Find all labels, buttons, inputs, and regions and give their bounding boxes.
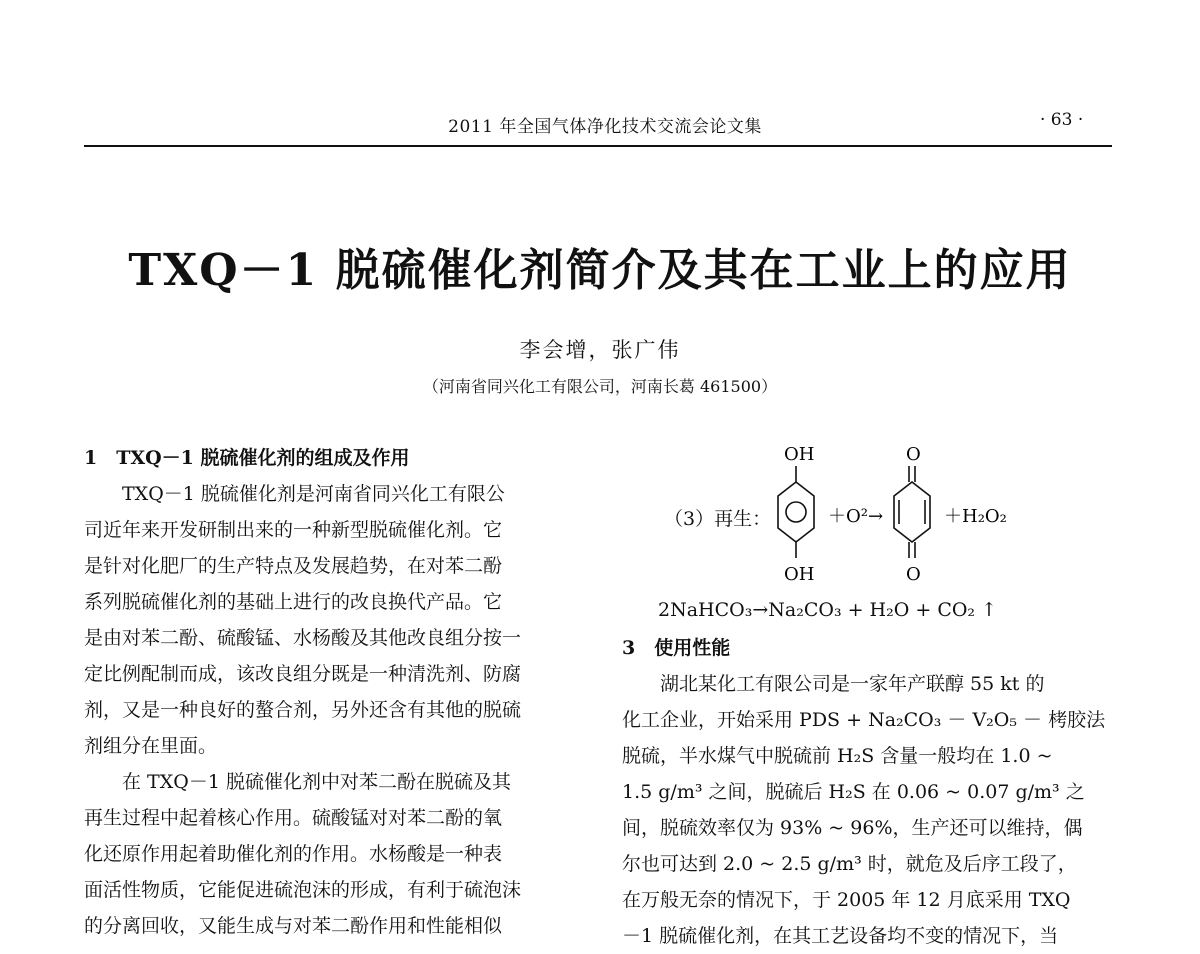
text-line: 间，脱硫效率仅为 93% ~ 96%，生产还可以维持，偶 xyxy=(622,817,1083,839)
plus-oxygen-arrow: ＋O²→ xyxy=(828,506,884,527)
page-number: · 63 · xyxy=(1040,110,1084,130)
text-line: 是针对化肥厂的生产特点及发展趋势，在对苯二酚 xyxy=(84,555,503,577)
carbonyl-top: O xyxy=(906,444,921,465)
affiliation: （河南省同兴化工有限公司，河南长葛 461500） xyxy=(422,377,778,396)
text-line: 剂，又是一种良好的螯合剂，另外还含有其他的脱硫 xyxy=(84,699,522,721)
carbonyl-bottom: O xyxy=(906,564,921,585)
text-line: 司近年来开发研制出来的一种新型脱硫催化剂。它 xyxy=(84,519,503,541)
regeneration-reaction xyxy=(622,440,1122,590)
text-line: 湖北某化工有限公司是一家年产联醇 55 kt 的 xyxy=(622,673,1045,695)
text-line: －1 脱硫催化剂，在其工艺设备均不变的情况下，当 xyxy=(622,925,1059,947)
right-column xyxy=(622,440,1122,954)
hydroxyl-bottom: OH xyxy=(784,564,815,585)
reaction-label: （3）再生： xyxy=(664,508,772,530)
text-line: 再生过程中起着核心作用。硫酸锰对对苯二酚的氧 xyxy=(84,807,503,829)
reaction-diagram xyxy=(622,440,1122,590)
text-line: 在 TXQ－1 脱硫催化剂中对苯二酚在脱硫及其 xyxy=(84,771,511,793)
decomposition-equation: 2NaHCO₃→Na₂CO₃ + H₂O + CO₂ ↑ xyxy=(658,599,998,621)
plus-h2o2: ＋H₂O₂ xyxy=(944,506,1007,527)
text-line: 面活性物质，它能促进硫泡沫的形成，有利于硫泡沫 xyxy=(84,879,522,901)
section-heading: 3 使用性能 xyxy=(622,637,731,659)
hydroxyl-top: OH xyxy=(784,444,815,465)
section-body xyxy=(84,476,588,944)
header-rule xyxy=(84,145,1112,147)
paper-title: TXQ－1 脱硫催化剂简介及其在工业上的应用 xyxy=(128,245,1072,296)
text-line: 系列脱硫催化剂的基础上进行的改良换代产品。它 xyxy=(84,591,503,613)
running-header-title: 2011 年全国气体净化技术交流会论文集 xyxy=(448,117,762,137)
text-line: 剂组分在里面。 xyxy=(84,735,218,757)
text-line: 是由对苯二酚、硫酸锰、水杨酸及其他改良组分按一 xyxy=(84,627,522,649)
hydroquinone-structure xyxy=(778,466,814,558)
authors: 李会增，张广伟 xyxy=(519,338,681,362)
text-line: 1.5 g/m³ 之间，脱硫后 H₂S 在 0.06 ~ 0.07 g/m³ 之 xyxy=(622,781,1085,803)
text-line: 尔也可达到 2.0 ~ 2.5 g/m³ 时，就危及后序工段了， xyxy=(622,853,1077,875)
text-line: 在万般无奈的情况下，于 2005 年 12 月底采用 TXQ xyxy=(622,889,1071,911)
text-line: 定比例配制而成，该改良组分既是一种清洗剂、防腐 xyxy=(84,663,522,685)
text-line: 化还原作用起着助催化剂的作用。水杨酸是一种表 xyxy=(84,843,503,865)
text-line: 脱硫，半水煤气中脱硫前 H₂S 含量一般均在 1.0 ~ xyxy=(622,745,1053,767)
benzoquinone-structure xyxy=(894,466,930,558)
text-line: TXQ－1 脱硫催化剂是河南省同兴化工有限公 xyxy=(84,483,505,505)
text-line: 化工企业，开始采用 PDS + Na₂CO₃ － V₂O₅ － 栲胶法 xyxy=(622,709,1106,731)
section-body xyxy=(622,666,1122,954)
text-line: 的分离回收，又能生成与对苯二酚作用和性能相似 xyxy=(84,915,503,937)
section-heading: 1 TXQ－1 脱硫催化剂的组成及作用 xyxy=(84,447,410,469)
left-column xyxy=(84,440,588,944)
